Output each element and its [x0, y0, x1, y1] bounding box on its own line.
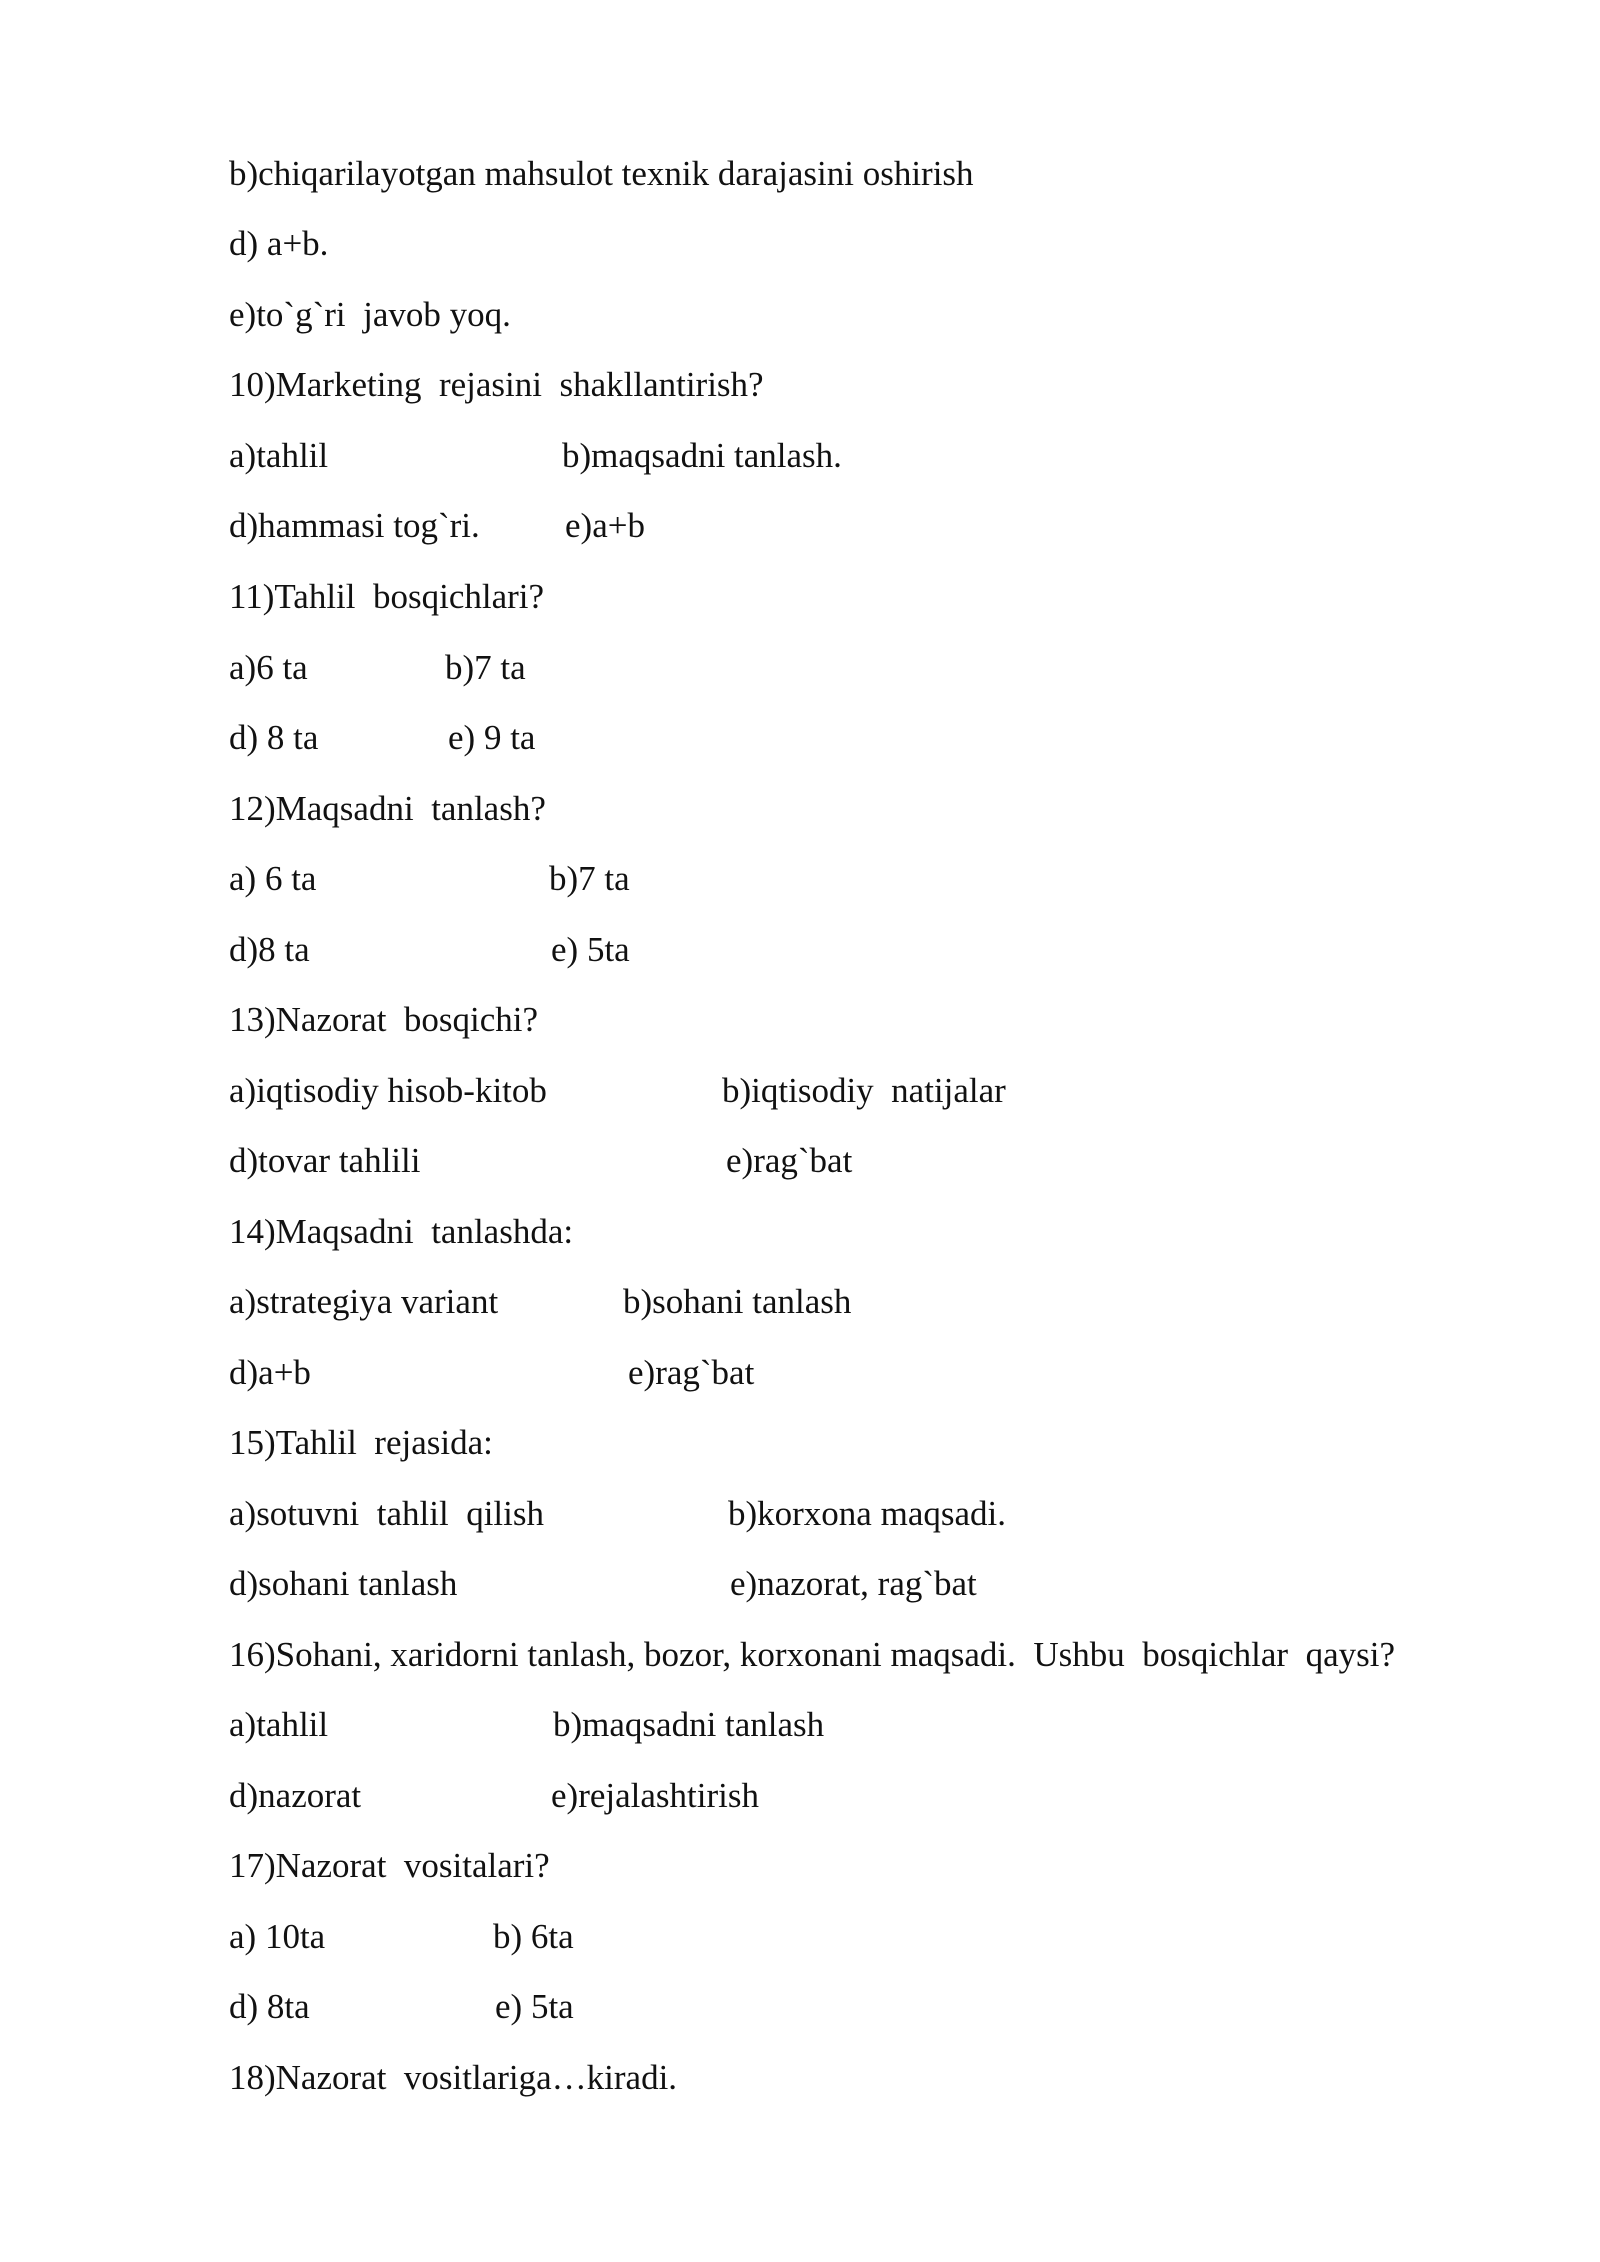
answer-option: a)tahlil [229, 1705, 329, 1744]
answer-option: b)7 ta [445, 648, 526, 687]
text-line: d) a+b. [229, 224, 329, 263]
question-line: 16)Sohani, xaridorni tanlash, bozor, korxonani maqsadi. Ushbu bosqichlar qaysi? [229, 1635, 1396, 1674]
answer-option: e) 5ta [551, 930, 630, 969]
answer-option: d)sohani tanlash [229, 1564, 458, 1603]
answer-option: e) 9 ta [448, 718, 536, 757]
answer-option: a) 10ta [229, 1917, 326, 1956]
answer-option: d)8 ta [229, 930, 310, 969]
question-line: 17)Nazorat vositalari? [229, 1846, 550, 1885]
answer-option: b)maqsadni tanlash. [562, 436, 842, 475]
answer-option: b)maqsadni tanlash [553, 1705, 825, 1744]
question-line: 15)Tahlil rejasida: [229, 1423, 493, 1462]
text-line: b)chiqarilayotgan mahsulot texnik darajasini oshirish [229, 154, 974, 193]
question-line: 14)Maqsadni tanlashda: [229, 1212, 574, 1251]
text-line: e)to`g`ri javob yoq. [229, 295, 511, 334]
question-line: 18)Nazorat vositlariga…kiradi. [229, 2058, 678, 2097]
answer-option: b)7 ta [549, 859, 630, 898]
answer-option: a)tahlil [229, 436, 329, 475]
question-line: 11)Tahlil bosqichlari? [229, 577, 545, 616]
answer-option: d) 8 ta [229, 718, 319, 757]
answer-option: b)sohani tanlash [623, 1282, 852, 1321]
answer-option: d)a+b [229, 1353, 311, 1392]
answer-option: d)nazorat [229, 1776, 362, 1815]
answer-option: a)iqtisodiy hisob-kitob [229, 1071, 547, 1110]
answer-option: d)tovar tahlili [229, 1141, 421, 1180]
answer-option: e)a+b [565, 506, 645, 545]
answer-option: e)rejalashtirish [551, 1776, 759, 1815]
answer-option: e)nazorat, rag`bat [730, 1564, 977, 1603]
question-line: 13)Nazorat bosqichi? [229, 1000, 539, 1039]
answer-option: e)rag`bat [726, 1141, 853, 1180]
answer-option: d) 8ta [229, 1987, 310, 2026]
answer-option: b)korxona maqsadi. [728, 1494, 1006, 1533]
answer-option: a) 6 ta [229, 859, 317, 898]
question-line: 12)Maqsadni tanlash? [229, 789, 546, 828]
answer-option: a)sotuvni tahlil qilish [229, 1494, 544, 1533]
answer-option: e)rag`bat [628, 1353, 755, 1392]
answer-option: a)strategiya variant [229, 1282, 499, 1321]
answer-option: b)iqtisodiy natijalar [722, 1071, 1006, 1110]
answer-option: e) 5ta [495, 1987, 574, 2026]
answer-option: b) 6ta [493, 1917, 574, 1956]
answer-option: d)hammasi tog`ri. [229, 506, 480, 545]
answer-option: a)6 ta [229, 648, 308, 687]
question-line: 10)Marketing rejasini shakllantirish? [229, 365, 764, 404]
